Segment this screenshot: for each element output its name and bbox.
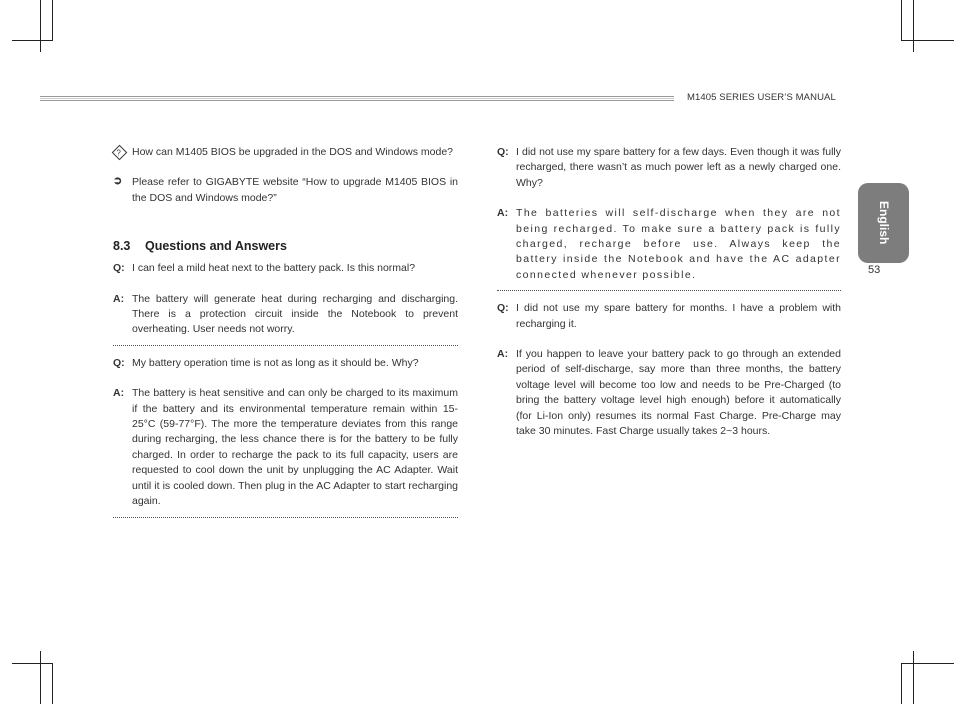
- language-tab-label: English: [877, 201, 891, 245]
- crop-mark: [52, 0, 53, 40]
- answer: A: The battery will generate heat during recharging and discharging. There is a protection circuit inside the Notebook to prevent overheating. User needs not worry.: [113, 292, 458, 336]
- crop-mark: [901, 663, 902, 704]
- question: Q: I did not use my spare battery for a few days. Even though it was fully recharged, there wasn’t as much power left as a newly charged one. Why?: [497, 146, 841, 189]
- question: Q: I can feel a mild heat next to the battery pack. Is this normal?: [113, 262, 416, 275]
- left-column: [113, 145, 458, 518]
- answer: A: If you happen to leave your battery pack to go through an extended period of self-discharge, say more than three months, the battery voltage level will become too low and needs to be Pre-Charged (to bring the battery voltage level high enough) before it automatically (for Li-Ion only) resumes its normal Fast Charge. Pre-Charge may take 30 minutes. Fast Charge usually takes 2~3 hours.: [497, 348, 841, 438]
- crop-mark: [40, 651, 41, 704]
- crop-mark: [52, 663, 53, 704]
- crop-mark: [913, 651, 914, 704]
- tip-question: ? How can M1405 BIOS be upgraded in the DOS and Windows mode?: [113, 145, 458, 160]
- page-number: 53: [868, 264, 881, 276]
- question: Q: I did not use my spare battery for months. I have a problem with recharging it.: [497, 302, 841, 330]
- answer: A: The batteries will self-discharge when they are not being recharged. To make sure a battery pack is fully charged, recharge before use. Always keep the battery inside the Notebook and have the AC adapter connected whenever possible.: [497, 207, 841, 281]
- manual-title: M1405 SERIES USER’S MANUAL: [687, 92, 836, 103]
- crop-mark: [901, 40, 954, 41]
- crop-mark: [901, 0, 902, 40]
- header-rule: [40, 96, 674, 101]
- answer: A: The battery is heat sensitive and can only be charged to its maximum if the battery and its environmental temperature remain within 15-25°C (59-77°F). The more the temperature deviates from this range during recharging, the less chance there is for the battery to be fully charged. In order to recharge the pack to its full capacity, users are requested to cool down the unit by unplugging the AC Adapter. Wait until it is cooled down. Then plug in the AC Adapter to start recharging again.: [113, 387, 458, 508]
- tip-answer: ➲ Please refer to GIGABYTE website “How to upgrade M1405 BIOS in the DOS and Windows mode?”: [113, 175, 458, 204]
- crop-mark: [913, 0, 914, 52]
- right-column: [497, 145, 841, 440]
- crop-mark: [901, 663, 954, 664]
- dotted-divider: [113, 517, 458, 518]
- arrow-right-icon: ➲: [113, 175, 123, 188]
- section-heading: 8.3 Questions and Answers: [113, 239, 287, 254]
- crop-mark: [12, 40, 53, 41]
- crop-mark: [40, 0, 41, 52]
- question-diamond-icon: ?: [112, 145, 128, 161]
- question: Q: My battery operation time is not as long as it should be. Why?: [113, 356, 419, 369]
- crop-mark: [12, 663, 53, 664]
